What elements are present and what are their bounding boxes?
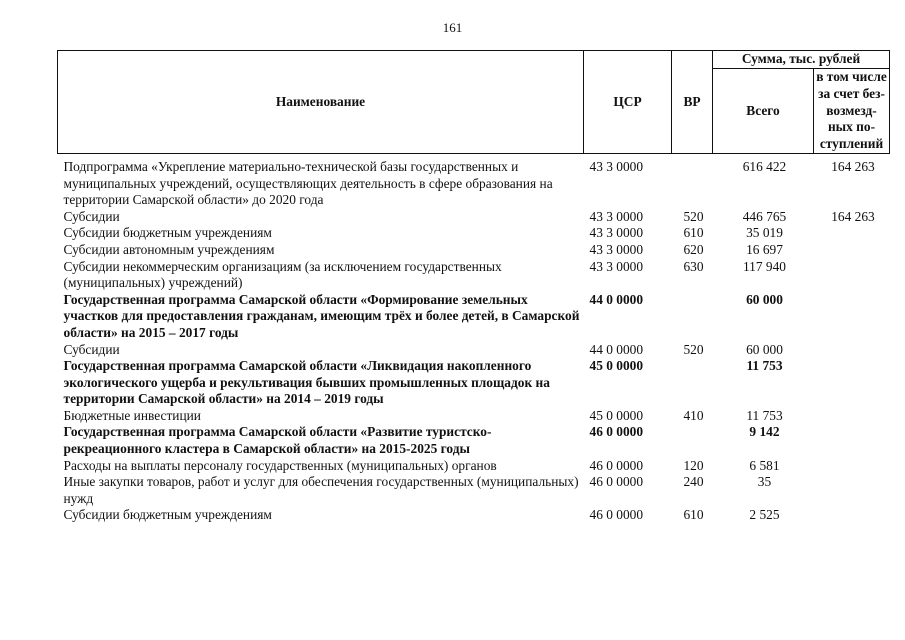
row-vr-cell: 610 xyxy=(683,225,704,241)
row-vr-cell xyxy=(672,424,713,457)
row-total-cell: 6 581 xyxy=(749,457,780,473)
row-name-cell: Субсидии бюджетным учреждениям xyxy=(63,507,272,523)
row-free-receipts-cell xyxy=(814,358,890,408)
row-total-cell: 16 697 xyxy=(746,241,783,257)
table-row xyxy=(58,209,890,226)
row-free-receipts-cell xyxy=(814,292,890,342)
row-free-receipts-cell xyxy=(814,424,890,457)
row-vr-cell: 620 xyxy=(683,241,704,257)
table-row xyxy=(58,358,890,408)
table-row xyxy=(58,474,890,507)
row-vr-cell: 520 xyxy=(683,208,704,224)
row-name-cell: Субсидии некоммерческим организациям (за исключением государственных (муниципальных) учреждений) xyxy=(63,258,502,291)
row-name-cell: Субсидии xyxy=(63,208,120,224)
row-csr-cell: 46 0 0000 xyxy=(589,507,644,523)
row-free-receipts-cell xyxy=(814,225,890,242)
table-row xyxy=(58,342,890,359)
row-csr-cell: 43 3 0000 xyxy=(589,258,644,274)
row-name-cell: Государственная программа Самарской области «Формирование земельных участков для предоставления гражданам, имеющим трёх и более детей, в Самарской области» на 2015 – 2017 годы xyxy=(63,291,580,340)
header-sum-group: Сумма, тыс. рублей xyxy=(713,51,890,69)
row-name-cell: Иные закупки товаров, работ и услуг для обеспечения государственных (муниципальных) нужд xyxy=(63,474,579,506)
row-vr-cell: 610 xyxy=(683,507,704,523)
table-header xyxy=(58,51,890,154)
row-name-cell: Государственная программа Самарской области «Развитие туристско-рекреационного кластера в Самарской области» на 2015-2025 годы xyxy=(63,424,492,457)
row-total-cell: 117 940 xyxy=(742,258,787,274)
row-csr-cell: 45 0 0000 xyxy=(589,358,644,374)
row-vr-cell xyxy=(672,358,713,408)
row-total-cell: 9 142 xyxy=(749,424,780,440)
row-csr-cell: 44 0 0000 xyxy=(589,341,644,357)
page-number: 161 xyxy=(442,20,463,35)
table-row xyxy=(58,292,890,342)
table-row xyxy=(58,458,890,475)
row-vr-cell: 410 xyxy=(683,407,704,423)
table-row xyxy=(58,242,890,259)
row-csr-cell: 46 0 0000 xyxy=(589,424,644,440)
row-total-cell: 446 765 xyxy=(742,208,787,224)
row-vr-cell xyxy=(672,292,713,342)
header-name: Наименование xyxy=(58,51,584,154)
row-name-cell: Подпрограмма «Укрепление материально-технической базы государственных и муниципальных учреждений, осуществляющих деятельность в сфере образования на территории Самарской области» до 2020 года xyxy=(63,158,553,208)
row-free-receipts-cell xyxy=(814,474,890,507)
row-csr-cell: 43 3 0000 xyxy=(589,158,644,174)
row-vr-cell: 240 xyxy=(683,474,704,490)
row-total-cell: 35 xyxy=(757,474,772,490)
table-row xyxy=(58,507,890,524)
table-row xyxy=(58,424,890,457)
row-csr-cell: 45 0 0000 xyxy=(589,407,644,423)
header-free-receipts xyxy=(814,69,890,154)
row-name-cell: Расходы на выплаты персоналу государственных (муниципальных) органов xyxy=(63,457,497,473)
header-total: Всего xyxy=(713,69,814,154)
row-vr-cell: 520 xyxy=(683,341,704,357)
row-name-cell: Бюджетные инвестиции xyxy=(63,407,201,423)
row-name-cell: Субсидии xyxy=(63,341,120,357)
row-vr-cell xyxy=(672,153,713,208)
row-name-cell: Государственная программа Самарской области «Ликвидация накопленного экологического ущерба и рекультивация бывших промышленных площадок на территории Самарской области» на 2014 – 2019 годы xyxy=(63,358,550,407)
row-free-receipts-cell xyxy=(814,507,890,524)
row-name-cell: Субсидии автономным учреждениям xyxy=(63,241,275,257)
row-total-cell: 11 753 xyxy=(746,358,783,374)
row-total-cell: 11 753 xyxy=(746,407,783,423)
row-free-receipts-cell xyxy=(814,458,890,475)
header-vr: ВР xyxy=(672,51,713,154)
row-free-receipts-cell xyxy=(814,342,890,359)
table-row xyxy=(58,225,890,242)
row-csr-cell: 44 0 0000 xyxy=(589,291,644,307)
table-row xyxy=(58,259,890,292)
row-csr-cell: 43 3 0000 xyxy=(589,225,644,241)
budget-table xyxy=(57,50,890,524)
row-total-cell: 60 000 xyxy=(746,291,783,307)
row-csr-cell: 46 0 0000 xyxy=(589,474,644,490)
row-csr-cell: 43 3 0000 xyxy=(589,208,644,224)
header-csr: ЦСР xyxy=(584,51,672,154)
row-total-cell: 2 525 xyxy=(749,507,780,523)
row-total-cell: 616 422 xyxy=(742,158,787,174)
table-body xyxy=(58,153,890,524)
row-free-receipts-cell xyxy=(814,259,890,292)
row-name-cell: Субсидии бюджетным учреждениям xyxy=(63,225,272,241)
row-free-receipts-cell: 164 263 xyxy=(831,158,875,174)
row-total-cell: 35 019 xyxy=(746,225,783,241)
table-row xyxy=(58,153,890,208)
row-vr-cell: 120 xyxy=(683,457,704,473)
row-free-receipts-cell xyxy=(814,242,890,259)
row-csr-cell: 43 3 0000 xyxy=(589,241,644,257)
header-free-receipts-text: в том числе за счет без- возмезд- ных по- ступлений xyxy=(816,69,887,152)
table-row xyxy=(58,408,890,425)
row-csr-cell: 46 0 0000 xyxy=(589,457,644,473)
row-total-cell: 60 000 xyxy=(746,341,783,357)
row-free-receipts-cell xyxy=(814,408,890,425)
row-free-receipts-cell: 164 263 xyxy=(831,208,875,224)
row-vr-cell: 630 xyxy=(683,258,704,274)
